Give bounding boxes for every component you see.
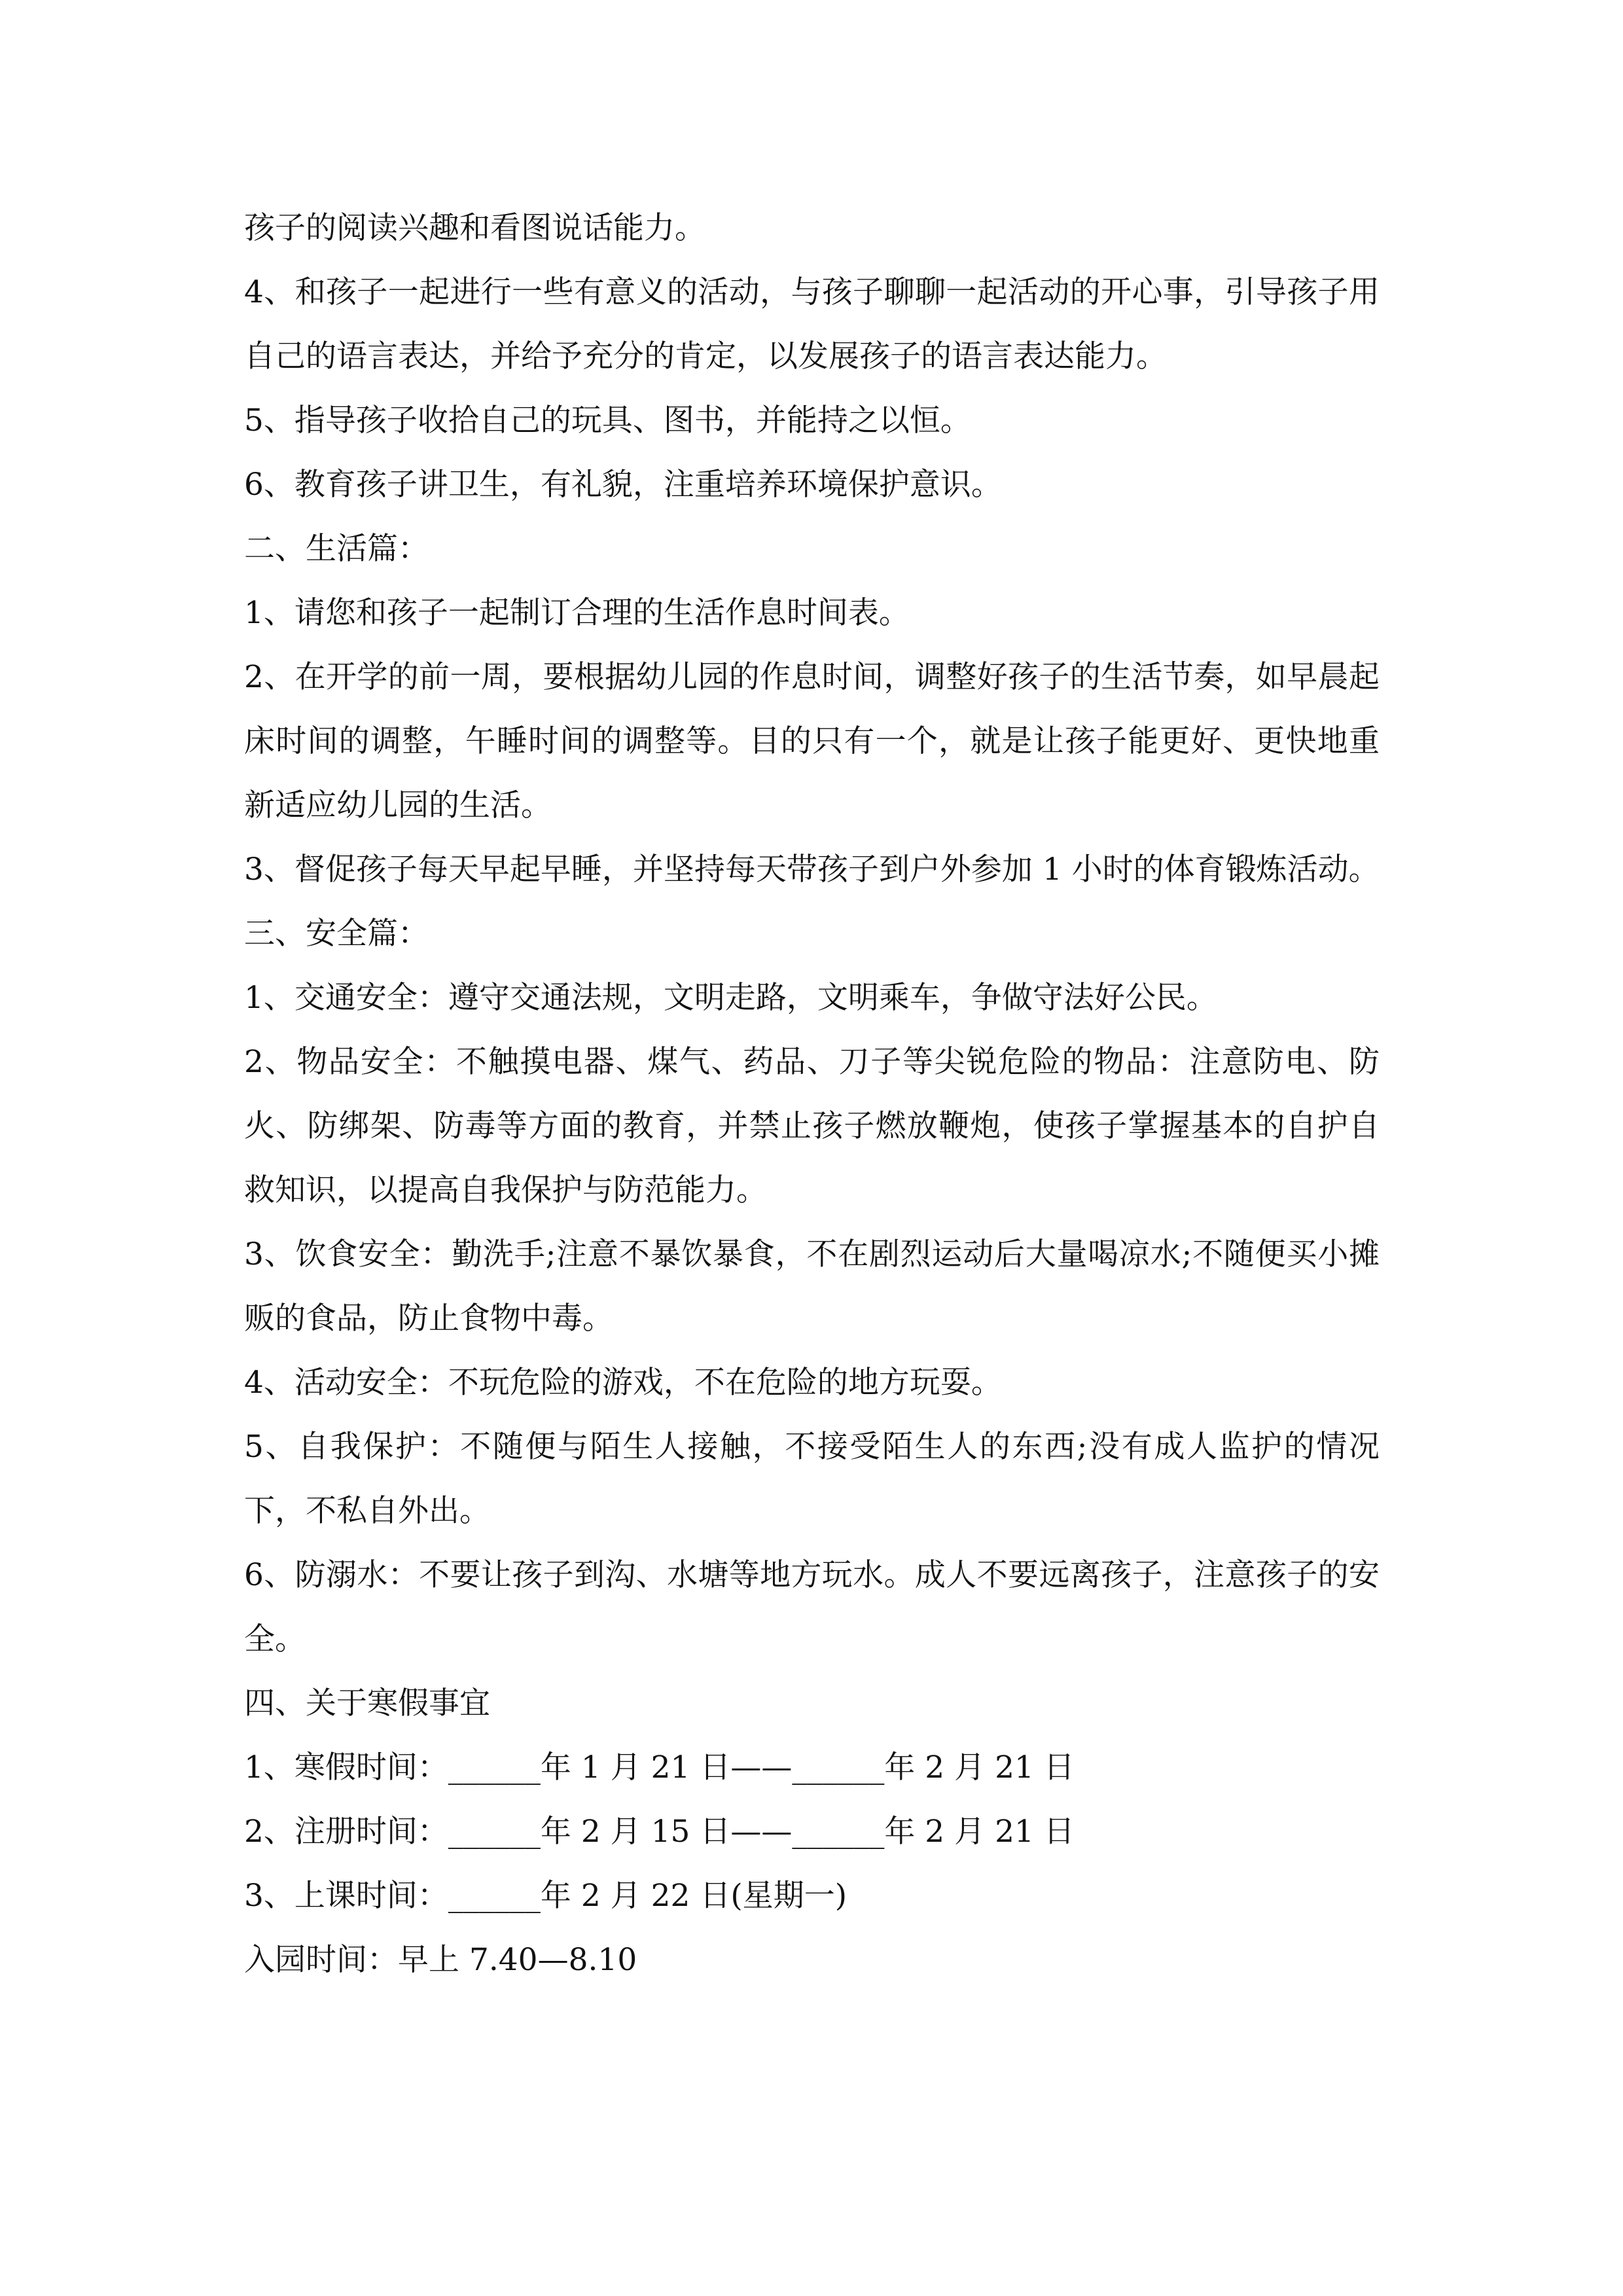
paragraph-break-dates: 1、寒假时间：______年 1 月 21 日——______年 2 月 21 日 [244,1749,1075,1785]
paragraph-registration-dates: 2、注册时间：______年 2 月 15 日——______年 2 月 21 日 [244,1814,1075,1850]
section-heading-safety: 三、安全篇： [244,916,429,952]
paragraph-life-3: 3、督促孩子每天早起早睡，并坚持每天带孩子到户外参加 1 小时的体育锻炼活动。 [244,852,1380,888]
paragraph-safety-6: 6、防溺水：不要让孩子到沟、水塘等地方玩水。成人不要远离孩子，注意孩子的安全。 [244,1557,1380,1657]
paragraph-safety-2: 2、物品安全：不触摸电器、煤气、药品、刀子等尖锐危险的物品：注意防电、防火、防绑架、防毒等方面的教育，并禁止孩子燃放鞭炮，使孩子掌握基本的自护自救知识，以提高自我保护与防范能力。 [244,1044,1380,1208]
paragraph-class-start: 3、上课时间：______年 2 月 22 日(星期一) [244,1878,847,1914]
paragraph-item-6-hygiene: 6、教育孩子讲卫生，有礼貌，注重培养环境保护意识。 [244,467,1002,503]
document-body [244,196,1380,1992]
paragraph-life-2: 2、在开学的前一周，要根据幼儿园的作息时间，调整好孩子的生活节奏，如早晨起床时间的调整，午睡时间的调整等。目的只有一个，就是让孩子能更好、更快地重新适应幼儿园的生活。 [244,659,1380,823]
paragraph-item-4-activities: 4、和孩子一起进行一些有意义的活动，与孩子聊聊一起活动的开心事，引导孩子用自己的语言表达，并给予充分的肯定，以发展孩子的语言表达能力。 [244,274,1380,374]
paragraph-life-1: 1、请您和孩子一起制订合理的生活作息时间表。 [244,595,910,631]
paragraph-safety-5: 5、自我保护：不随便与陌生人接触，不接受陌生人的东西;没有成人监护的情况下，不私自外出。 [244,1429,1380,1529]
paragraph-reading-interest: 孩子的阅读兴趣和看图说话能力。 [244,210,705,246]
section-heading-life: 二、生活篇： [244,531,429,567]
section-heading-winter-break: 四、关于寒假事宜 [244,1685,490,1721]
paragraph-item-5-tidy-up: 5、指导孩子收拾自己的玩具、图书，并能持之以恒。 [244,403,971,439]
paragraph-safety-1: 1、交通安全：遵守交通法规，文明走路，文明乘车，争做守法好公民。 [244,980,1217,1016]
paragraph-safety-4: 4、活动安全：不玩危险的游戏，不在危险的地方玩耍。 [244,1365,1002,1401]
paragraph-safety-3: 3、饮食安全：勤洗手;注意不暴饮暴食，不在剧烈运动后大量喝凉水;不随便买小摊贩的食品，防止食物中毒。 [244,1236,1380,1336]
paragraph-arrival-time: 入园时间：早上 7.40—8.10 [244,1942,637,1978]
